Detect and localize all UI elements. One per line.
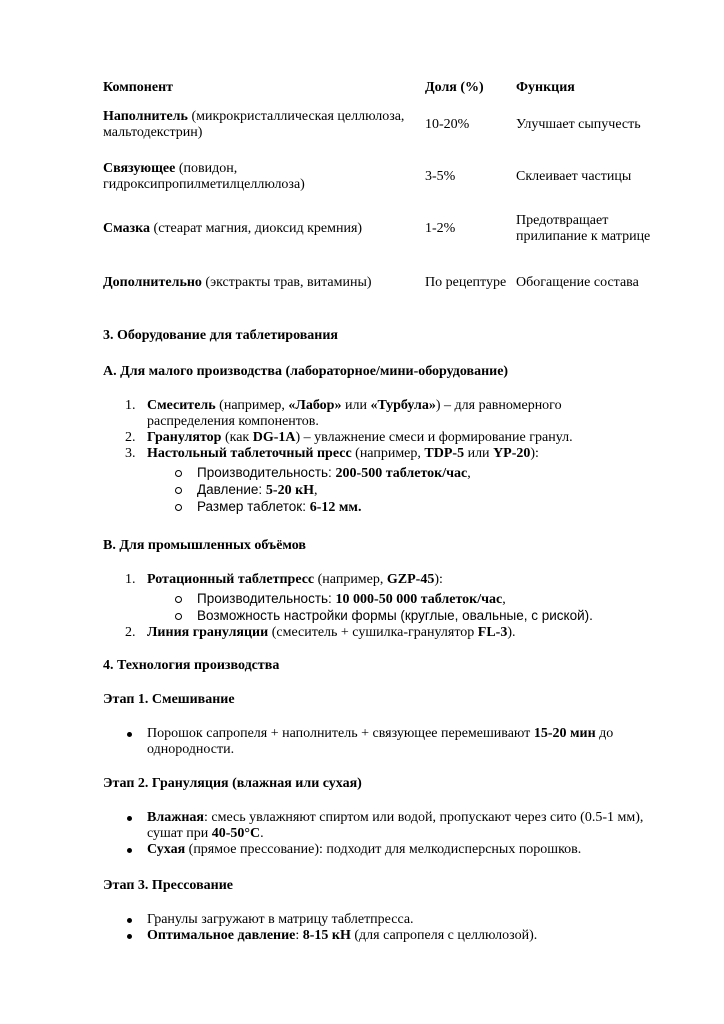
- cell-function: Склеивает частицы: [516, 169, 632, 184]
- stage-2-list: [103, 810, 678, 858]
- header-function: Функция: [516, 80, 575, 95]
- cell-component: [103, 98, 425, 152]
- header-component: Компонент: [103, 80, 174, 95]
- section-3b-list: [103, 572, 663, 641]
- list-item: [103, 726, 663, 758]
- circle-bullet-icon: [175, 504, 182, 511]
- cell-share: По рецептуре: [425, 275, 507, 290]
- bullet-icon: [127, 848, 132, 853]
- component-detail: (микрокристаллическая целлюлоза, мальтодекстрин): [103, 109, 405, 140]
- item-text: Производительность:: [197, 591, 336, 606]
- item-bold: 10 000-50 000 таблеток/час: [335, 592, 503, 607]
- section-3a-title: A. Для малого производства (лабораторное/мини-оборудование): [103, 364, 509, 379]
- item-bold: Влажная: [147, 810, 204, 825]
- item-text: ) – для равномерного распределения компонентов.: [147, 398, 562, 429]
- cell-share: 1-2%: [425, 221, 456, 236]
- component-detail: (стеарат магния, диоксид кремния): [150, 221, 363, 236]
- table-row: [103, 256, 666, 310]
- component-detail: (повидон, гидроксипропилметилцеллюлоза): [103, 161, 305, 192]
- item-text: или: [464, 446, 494, 461]
- list-number: 2.: [125, 430, 136, 445]
- cell-component: [103, 256, 425, 310]
- stage-3-title: Этап 3. Прессование: [103, 878, 233, 893]
- component-name: Смазка: [103, 221, 151, 236]
- item-text: Порошок сапропеля + наполнитель + связующее перемешивают: [147, 726, 534, 741]
- sublist-item: [103, 499, 663, 516]
- item-text: ) – увлажнение смеси и формирование гранул.: [295, 430, 573, 445]
- table-header-row: [103, 78, 666, 98]
- cell-function: Улучшает сыпучесть: [516, 117, 641, 132]
- item-bold: 15-20 мин: [533, 726, 596, 741]
- component-name: Связующее: [103, 161, 176, 176]
- circle-bullet-icon: [175, 470, 182, 477]
- list-item: [103, 625, 663, 641]
- item-text: Возможность настройки формы (круглые, овальные, с риской).: [197, 608, 593, 623]
- sublist-item: [103, 608, 663, 625]
- list-item: [103, 928, 663, 944]
- item-text: ):: [434, 572, 443, 587]
- item-text: (например,: [314, 572, 387, 587]
- item-bold: 40-50°C: [211, 826, 261, 841]
- component-detail: (экстракты трав, витамины): [201, 275, 372, 290]
- item-text: : смесь увлажняют спиртом или водой, пропускают через сито (0.5-1 мм), сушат при: [147, 810, 644, 841]
- sublist-item: [103, 482, 663, 499]
- item-text: Давление:: [197, 482, 266, 497]
- stage-1-list: [103, 726, 663, 758]
- table-row: [103, 98, 666, 152]
- cell-function: Предотвращает прилипание к матрице: [516, 213, 651, 244]
- cell-share: 3-5%: [425, 169, 456, 184]
- item-text: (прямое прессование): подходит для мелкодисперсных порошков.: [185, 842, 582, 857]
- item-text: ):: [530, 446, 539, 461]
- list-item: [103, 430, 663, 446]
- item-text: ,: [502, 592, 506, 607]
- item-bold: 200-500 таблеток/час: [335, 466, 468, 481]
- list-number: 1.: [125, 572, 136, 587]
- item-text: Гранулы загружают в матрицу таблетпресса.: [147, 912, 414, 927]
- bullet-icon: [127, 918, 132, 923]
- item-text: :: [295, 928, 303, 943]
- component-name: Дополнительно: [103, 275, 202, 290]
- item-bold: TDP-5: [424, 446, 465, 461]
- item-bold: GZP-45: [386, 572, 435, 587]
- cell-share: 10-20%: [425, 117, 470, 132]
- list-item: [103, 572, 663, 588]
- sublist: [103, 591, 663, 625]
- item-bold: Настольный таблеточный пресс: [147, 446, 352, 461]
- circle-bullet-icon: [175, 613, 182, 620]
- list-item: [103, 810, 678, 842]
- item-bold: Гранулятор: [147, 430, 222, 445]
- item-text: ,: [314, 483, 318, 498]
- item-bold: 8-15 кН: [302, 928, 351, 943]
- component-table: [103, 78, 666, 310]
- component-name: Наполнитель: [103, 109, 188, 124]
- item-bold: 6-12 мм.: [309, 500, 362, 515]
- sublist-item: [103, 591, 663, 608]
- cell-function: Обогащение состава: [516, 275, 639, 290]
- section-3a-list: [103, 398, 663, 516]
- item-bold: «Турбула»: [370, 398, 436, 413]
- section-3b-title: B. Для промышленных объёмов: [103, 538, 306, 553]
- stage-3-list: [103, 912, 663, 944]
- section-4-title: 4. Технология производства: [103, 658, 280, 673]
- list-item: [103, 912, 663, 928]
- list-number: 3.: [125, 446, 136, 461]
- item-text: (для сапропеля с целлюлозой).: [350, 928, 538, 943]
- item-bold: Оптимальное давление: [147, 928, 296, 943]
- list-item: [103, 446, 663, 462]
- item-text: (смеситель + сушилка-гранулятор: [268, 625, 478, 640]
- bullet-icon: [127, 732, 132, 737]
- stage-1-title: Этап 1. Смешивание: [103, 692, 235, 707]
- item-text: Производительность:: [197, 465, 336, 480]
- circle-bullet-icon: [175, 487, 182, 494]
- list-number: 1.: [125, 398, 136, 413]
- item-text: Размер таблеток:: [197, 499, 310, 514]
- item-text: (например,: [215, 398, 289, 413]
- cell-component: [103, 202, 425, 256]
- item-text: (например,: [351, 446, 425, 461]
- item-bold: Линия грануляции: [147, 625, 269, 640]
- list-item: [103, 398, 617, 430]
- item-text: .: [260, 826, 264, 841]
- item-bold: Сухая: [147, 842, 186, 857]
- section-3-title: 3. Оборудование для таблетирования: [103, 328, 338, 343]
- item-bold: «Лабор»: [288, 398, 342, 413]
- circle-bullet-icon: [175, 596, 182, 603]
- item-bold: Ротационный таблетпресс: [147, 572, 315, 587]
- item-text: ).: [507, 625, 516, 640]
- table-row: [103, 152, 666, 202]
- bullet-icon: [127, 816, 132, 821]
- item-text: ,: [467, 466, 471, 481]
- cell-component: [103, 152, 425, 202]
- bullet-icon: [127, 934, 132, 939]
- list-item: [103, 842, 678, 858]
- item-bold: FL-3: [477, 625, 508, 640]
- item-bold: Смеситель: [147, 398, 216, 413]
- item-text: или: [341, 398, 371, 413]
- item-text: до однородности.: [147, 726, 614, 757]
- item-bold: DG-1A: [252, 430, 296, 445]
- table-row: [103, 202, 666, 256]
- sublist: [103, 465, 663, 516]
- list-number: 2.: [125, 625, 136, 640]
- stage-2-title: Этап 2. Грануляция (влажная или сухая): [103, 776, 362, 791]
- item-text: (как: [221, 430, 253, 445]
- item-bold: YP-20: [493, 446, 531, 461]
- header-share: Доля (%): [425, 80, 484, 95]
- item-bold: 5-20 кН: [265, 483, 315, 498]
- sublist-item: [103, 465, 663, 482]
